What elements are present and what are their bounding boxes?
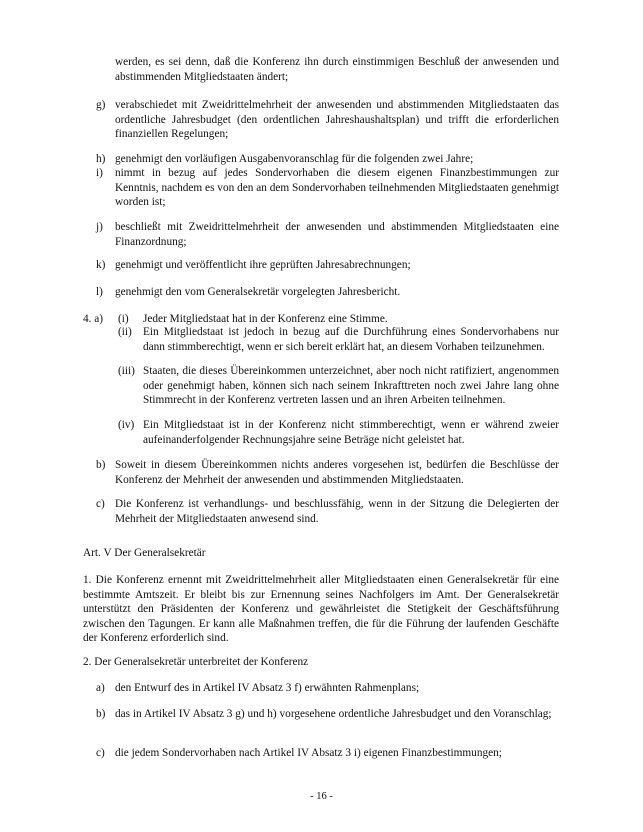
subitem-text-i: Jeder Mitgliedstaat hat in der Konferenz eine Stimme. xyxy=(143,313,388,325)
article-item-text-b: das in Artikel IV Absatz 3 g) und h) vorgesehene ordentliche Jahresbudget und den Voranschlag; xyxy=(115,708,552,720)
article-item-label-a: a) xyxy=(96,682,105,694)
para4-label-b: b) xyxy=(96,459,106,471)
item-label-l: l) xyxy=(96,286,103,298)
article-item-label-c: c) xyxy=(96,747,105,759)
article-paragraph-1: 1. Die Konferenz ernennt mit Zweidrittelmehrheit aller Mitgliedstaaten einen Generalsekretär für eine bestimmte Amtszeit. Er bleibt bis zur Ernennung seines Nachfolgers im Amt. Der Generalsekretär unterstützt den Präsidenten der Konferenz und gewährleistet die Stetigkeit der Geschäftsführung zwischen den Tagungen. Er kann alle Maßnahmen treffen, die für die Führung der laufenden Geschäfte der Konferenz erforderlich sind. xyxy=(83,574,559,645)
article-paragraph-2: 2. Der Generalsekretär unterbreitet der Konferenz xyxy=(83,656,309,668)
article-item-text-c: die jedem Sondervorhaben nach Artikel IV Absatz 3 i) eigenen Finanzbestimmungen; xyxy=(115,747,502,759)
article-heading: Art. V Der Generalsekretär xyxy=(83,547,206,559)
item-label-j: j) xyxy=(96,221,103,233)
item-label-h: h) xyxy=(96,153,106,165)
para4-label-c: c) xyxy=(96,498,105,510)
article-item-text-a: den Entwurf des in Artikel IV Absatz 3 f) erwähnten Rahmenplans; xyxy=(115,682,420,694)
item-label-g: g) xyxy=(96,99,106,111)
item-text-j: beschließt mit Zweidrittelmehrheit der anwesenden und abstimmenden Mitgliedstaaten eine Finanzordnung; xyxy=(115,221,559,248)
item-label-k: k) xyxy=(96,259,106,271)
item-text-h: genehmigt den vorläufigen Ausgabenvoranschlag für die folgenden zwei Jahre; xyxy=(115,153,474,165)
item-text-g: verabschiedet mit Zweidrittelmehrheit der anwesenden und abstimmenden Mitgliedstaaten das ordentliche Jahresbudget (den ordentlichen Jahreshaushaltsplan) und trifft die erforderlichen finanziellen Regelungen; xyxy=(115,99,559,141)
para4-text-c: Die Konferenz ist verhandlungs- und beschlussfähig, wenn in der Sitzung die Delegierten der Mehrheit der Mitgliedstaaten anwesend sind. xyxy=(115,498,559,525)
article-item-label-b: b) xyxy=(96,708,106,720)
item-text-l: genehmigt den vom Generalsekretär vorgelegten Jahresbericht. xyxy=(115,286,401,298)
subitem-text-ii: Ein Mitgliedstaat ist jedoch in bezug auf die Durchführung eines Sondervorhabens nur dann stimmberechtigt, wenn er sich bereit erklärt hat, an diesem Vorhaben teilzunehmen. xyxy=(143,326,559,353)
para4-label: 4. a) xyxy=(83,313,104,325)
subitem-label-i: (i) xyxy=(118,313,129,325)
page-number: - 16 - xyxy=(310,791,333,802)
subitem-label-iv: (iv) xyxy=(118,419,135,431)
continuation-paragraph: werden, es sei denn, daß die Konferenz ihn durch einstimmigen Beschluß der anwesenden und abstimmenden Mitgliedstaaten ändert; xyxy=(115,56,559,83)
item-text-k: genehmigt und veröffentlicht ihre geprüften Jahresabrechnungen; xyxy=(115,259,411,271)
para4-text-b: Soweit in diesem Übereinkommen nichts anderes vorgesehen ist, bedürfen die Beschlüsse der Konferenz der Mehrheit der anwesenden und abstimmenden Mitgliedstaaten. xyxy=(115,459,559,486)
subitem-text-iii: Staaten, die dieses Übereinkommen unterzeichnet, aber noch nicht ratifiziert, angenommen oder genehmigt haben, können sich nach seinem Inkrafttreten noch zwei Jahre lang ohne Stimmrecht in der Konferenz vertreten lassen und an ihren Arbeiten teilnehmen. xyxy=(143,365,559,407)
item-text-i: nimmt in bezug auf jedes Sondervorhaben die diesem eigenen Finanzbestimmungen zur Kenntnis, nachdem es von den an dem Sondervorhaben teilnehmenden Mitgliedstaaten genehmigt worden ist; xyxy=(115,167,559,209)
item-label-i: i) xyxy=(96,167,103,179)
subitem-label-iii: (iii) xyxy=(118,365,135,377)
subitem-text-iv: Ein Mitgliedstaat ist in der Konferenz nicht stimmberechtigt, wenn er während zweier aufeinanderfolgender Rechnungsjahre seine Beträge nicht geleistet hat. xyxy=(143,419,559,446)
subitem-label-ii: (ii) xyxy=(118,326,132,338)
